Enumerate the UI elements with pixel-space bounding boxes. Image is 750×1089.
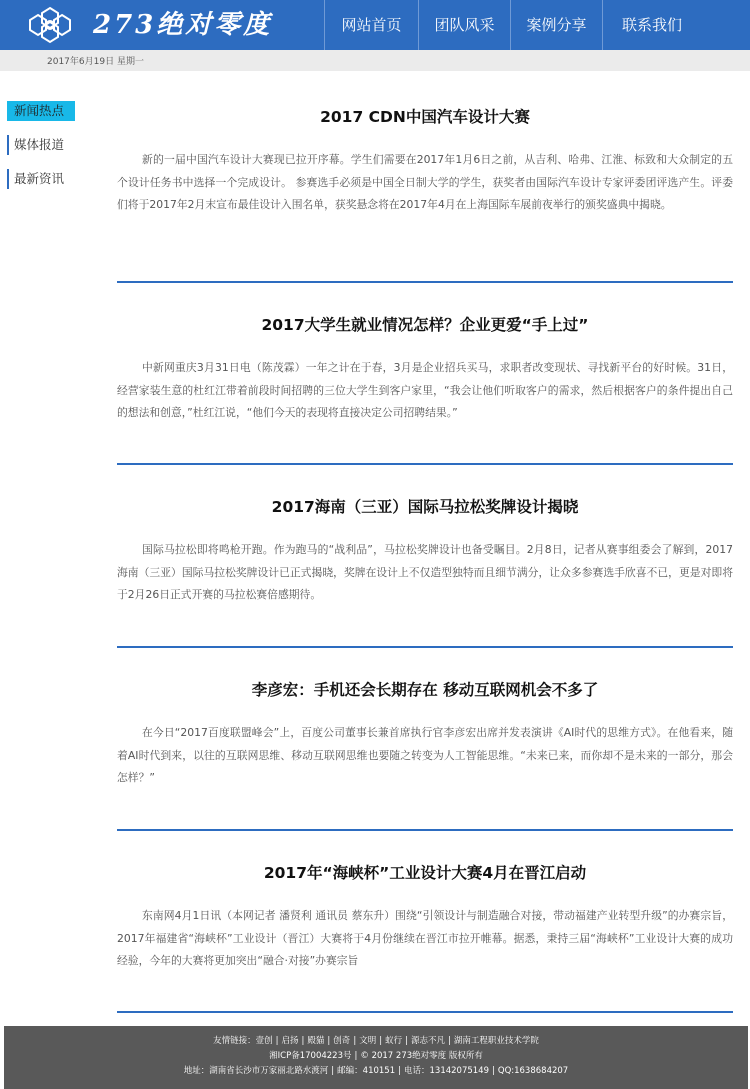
- phone: 电话：13142075149: [404, 1066, 489, 1076]
- nav-cases[interactable]: 案例分享: [510, 0, 602, 50]
- sidebar-item-news-hot[interactable]: 新闻热点: [7, 101, 75, 121]
- article-divider: [117, 646, 733, 648]
- article-body: 中新网重庆3月31日电（陈茂霖）一年之计在于春，3月是企业招兵买马，求职者改变现状、寻找新平台的好时候。31日，经营家装生意的杜红江带着前段时间招聘的三位大学生到客户家里，“我会让他们听取客户的需求，然后根据客户的条件提出自己的想法和创意，”杜红江说，“他们今天的表现将直接决定公司招聘结果。”: [117, 361, 733, 419]
- friend-link[interactable]: 启扬: [281, 1036, 299, 1046]
- main-nav: [324, 0, 701, 50]
- contact-line: 地址：湖南省长沙市万家丽北路水渡河 | 邮编：410151 | 电话：13142075149 | QQ:1638684207: [183, 1066, 569, 1076]
- sidebar-item-latest[interactable]: 最新资讯: [7, 169, 87, 189]
- current-date: 2017年6月19日 星期一: [47, 57, 144, 67]
- address: 地址：湖南省长沙市万家丽北路水渡河: [183, 1066, 329, 1076]
- article-title[interactable]: 2017 CDN中国汽车设计大赛: [320, 108, 530, 126]
- friend-links: 友情链接：壹创 | 启扬 | 殿猫 | 创奇 | 文明 | 蚁行 | 源志不凡 | 湖南工程职业技术学院: [213, 1036, 539, 1046]
- article-divider: [117, 281, 733, 283]
- qq: QQ:1638684207: [497, 1066, 569, 1076]
- article-title[interactable]: 李彦宏：手机还会长期存在 移动互联网机会不多了: [251, 681, 599, 699]
- article: [117, 313, 733, 425]
- sidebar-item-media[interactable]: 媒体报道: [7, 135, 87, 155]
- article-body: 东南网4月1日讯（本网记者 潘贤利 通讯员 蔡东升）围绕“引领设计与制造融合对接，带动福建产业转型升级”的办赛宗旨，2017年福建省“海峡杯”工业设计（晋江）大赛将于4月份继续在晋江市拉开帷幕。据悉，秉持三届“海峡杯”工业设计大赛的成功经验，今年的大赛将更加突出“融合·对接”办赛宗旨: [117, 909, 733, 967]
- postcode: 邮编：410151: [337, 1066, 396, 1076]
- friend-link[interactable]: 蚁行: [385, 1036, 403, 1046]
- friend-link[interactable]: 壹创: [255, 1036, 273, 1046]
- nav-home[interactable]: 网站首页: [324, 0, 418, 50]
- friend-link[interactable]: 文明: [359, 1036, 377, 1046]
- nav-team[interactable]: 团队风采: [418, 0, 510, 50]
- nav-contact[interactable]: 联系我们: [602, 0, 701, 50]
- article-divider: [117, 1011, 733, 1013]
- article-body: 新的一届中国汽车设计大赛现已拉开序幕。学生们需要在2017年1月6日之前，从吉利、哈弗、江淮、标致和大众制定的五个设计任务书中选择一个完成设计。 参赛选手必须是中国全日制大学的学生，获奖者由国际汽车设计专家评委团评选产生。评委们将于2017年2月末宣布最佳设计入围名单，获奖悬念将在2017年4月在上海国际车展前夜举行的颁奖盛典中揭晓。: [117, 153, 733, 211]
- article-body: 在今日“2017百度联盟峰会”上，百度公司董事长兼首席执行官李彦宏出席并发表演讲《AI时代的思维方式》。在他看来，随着AI时代到来，以往的互联网思维、移动互联网思维也要随之转变为人工智能思维。“未来已来，而你却不是未来的一部分，那会怎样？”: [117, 726, 733, 784]
- friend-link[interactable]: 湖南工程职业技术学院: [453, 1036, 539, 1046]
- article: [117, 105, 733, 217]
- icp-number[interactable]: 湘ICP备17004223号: [269, 1051, 352, 1061]
- sidebar: [7, 101, 87, 203]
- article: [117, 861, 733, 973]
- article-divider: [117, 829, 733, 831]
- friend-link[interactable]: 源志不凡: [410, 1036, 445, 1046]
- friend-link[interactable]: 创奇: [333, 1036, 351, 1046]
- article-title[interactable]: 2017大学生就业情况怎样？企业更爱“手上过”: [261, 316, 589, 334]
- copyright-line: 湘ICP备17004223号 | © 2017 273绝对零度 版权所有: [269, 1051, 483, 1061]
- site-title: 273绝对零度: [93, 10, 273, 40]
- article-title[interactable]: 2017海南（三亚）国际马拉松奖牌设计揭晓: [271, 498, 579, 516]
- friend-links-label: 友情链接：: [213, 1036, 256, 1046]
- site-footer: [4, 1026, 748, 1089]
- site-header: [0, 0, 750, 50]
- article-divider: [117, 463, 733, 465]
- article: [117, 678, 733, 790]
- article: [117, 495, 733, 607]
- article-body: 国际马拉松即将鸣枪开跑。作为跑马的“战利品”，马拉松奖牌设计也备受瞩目。2月8日，记者从赛事组委会了解到，2017海南（三亚）国际马拉松奖牌设计已正式揭晓，奖牌在设计上不仅造型独特而且细节满分，让众多参赛选手欣喜不已，更是对即将于2月26日正式开赛的马拉松赛倍感期待。: [117, 543, 733, 601]
- snowflake-logo-icon[interactable]: [28, 4, 72, 46]
- friend-link[interactable]: 殿猫: [307, 1036, 325, 1046]
- copyright: © 2017 273绝对零度 版权所有: [360, 1051, 483, 1061]
- date-bar: [0, 50, 750, 71]
- article-title[interactable]: 2017年“海峡杯”工业设计大赛4月在晋江启动: [263, 864, 587, 882]
